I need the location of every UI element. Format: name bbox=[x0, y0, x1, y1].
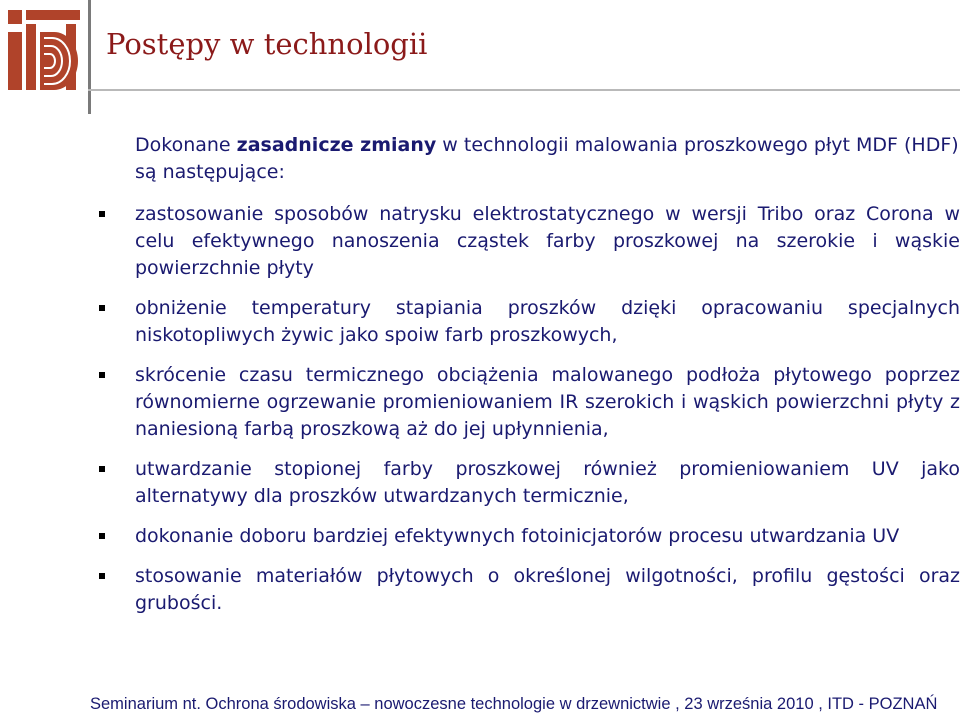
bullet-text: stosowanie materiałów płytowych o określonej wilgotności, profilu gęstości oraz grubości. bbox=[135, 565, 960, 614]
intro-suffix: w technologii malowania proszkowego płyt MDF (HDF) są następujące: bbox=[135, 134, 959, 183]
footer: Seminarium nt. Ochrona środowiska – nowoczesne technologie w drzewnictwie , 23 września 2010 , ITD - POZNAŃ bbox=[90, 695, 938, 713]
bullet-item bbox=[135, 456, 960, 510]
bullet-item bbox=[135, 563, 960, 617]
square-bullet-icon bbox=[99, 533, 105, 539]
bullet-item bbox=[135, 295, 960, 349]
intro-prefix: Dokonane bbox=[135, 134, 237, 156]
bullet-text: obniżenie temperatury stapiania proszków dzięki opracowaniu specjalnych niskotopliwych żywic jako spoiw farb proszkowych, bbox=[135, 297, 960, 346]
bullet-text: zastosowanie sposobów natrysku elektrostatycznego w wersji Tribo oraz Corona w celu efektywnego nanoszenia cząstek farby proszkowej na szerokie i wąskie powierzchnie płyty bbox=[135, 203, 960, 279]
bullet-text: utwardzanie stopionej farby proszkowej również promieniowaniem UV jako alternatywy dla proszków utwardzanych termicznie, bbox=[135, 458, 960, 507]
bullet-list bbox=[135, 201, 960, 617]
slide-content bbox=[135, 132, 960, 630]
bullet-item bbox=[135, 201, 960, 282]
intro-paragraph bbox=[135, 132, 960, 186]
itd-logo-icon bbox=[4, 2, 84, 106]
square-bullet-icon bbox=[99, 305, 105, 311]
square-bullet-icon bbox=[99, 573, 105, 579]
square-bullet-icon bbox=[99, 466, 105, 472]
bullet-text: skrócenie czasu termicznego obciążenia malowanego podłoża płytowego poprzez równomierne ogrzewanie promieniowaniem IR szerokich i wąskich powierzchni płyty z naniesioną farbą proszkową aż do jej upłynnienia, bbox=[135, 364, 960, 440]
square-bullet-icon bbox=[99, 372, 105, 378]
bullet-item bbox=[135, 362, 960, 443]
square-bullet-icon bbox=[99, 211, 105, 217]
intro-bold: zasadnicze zmiany bbox=[236, 134, 437, 156]
header-horizontal-rule bbox=[88, 89, 960, 91]
slide-title: Postępy w technologii bbox=[106, 27, 428, 61]
bullet-item bbox=[135, 523, 960, 550]
bullet-text: dokonanie doboru bardziej efektywnych fotoinicjatorów procesu utwardzania UV bbox=[135, 525, 900, 547]
header-vertical-rule bbox=[88, 0, 91, 114]
